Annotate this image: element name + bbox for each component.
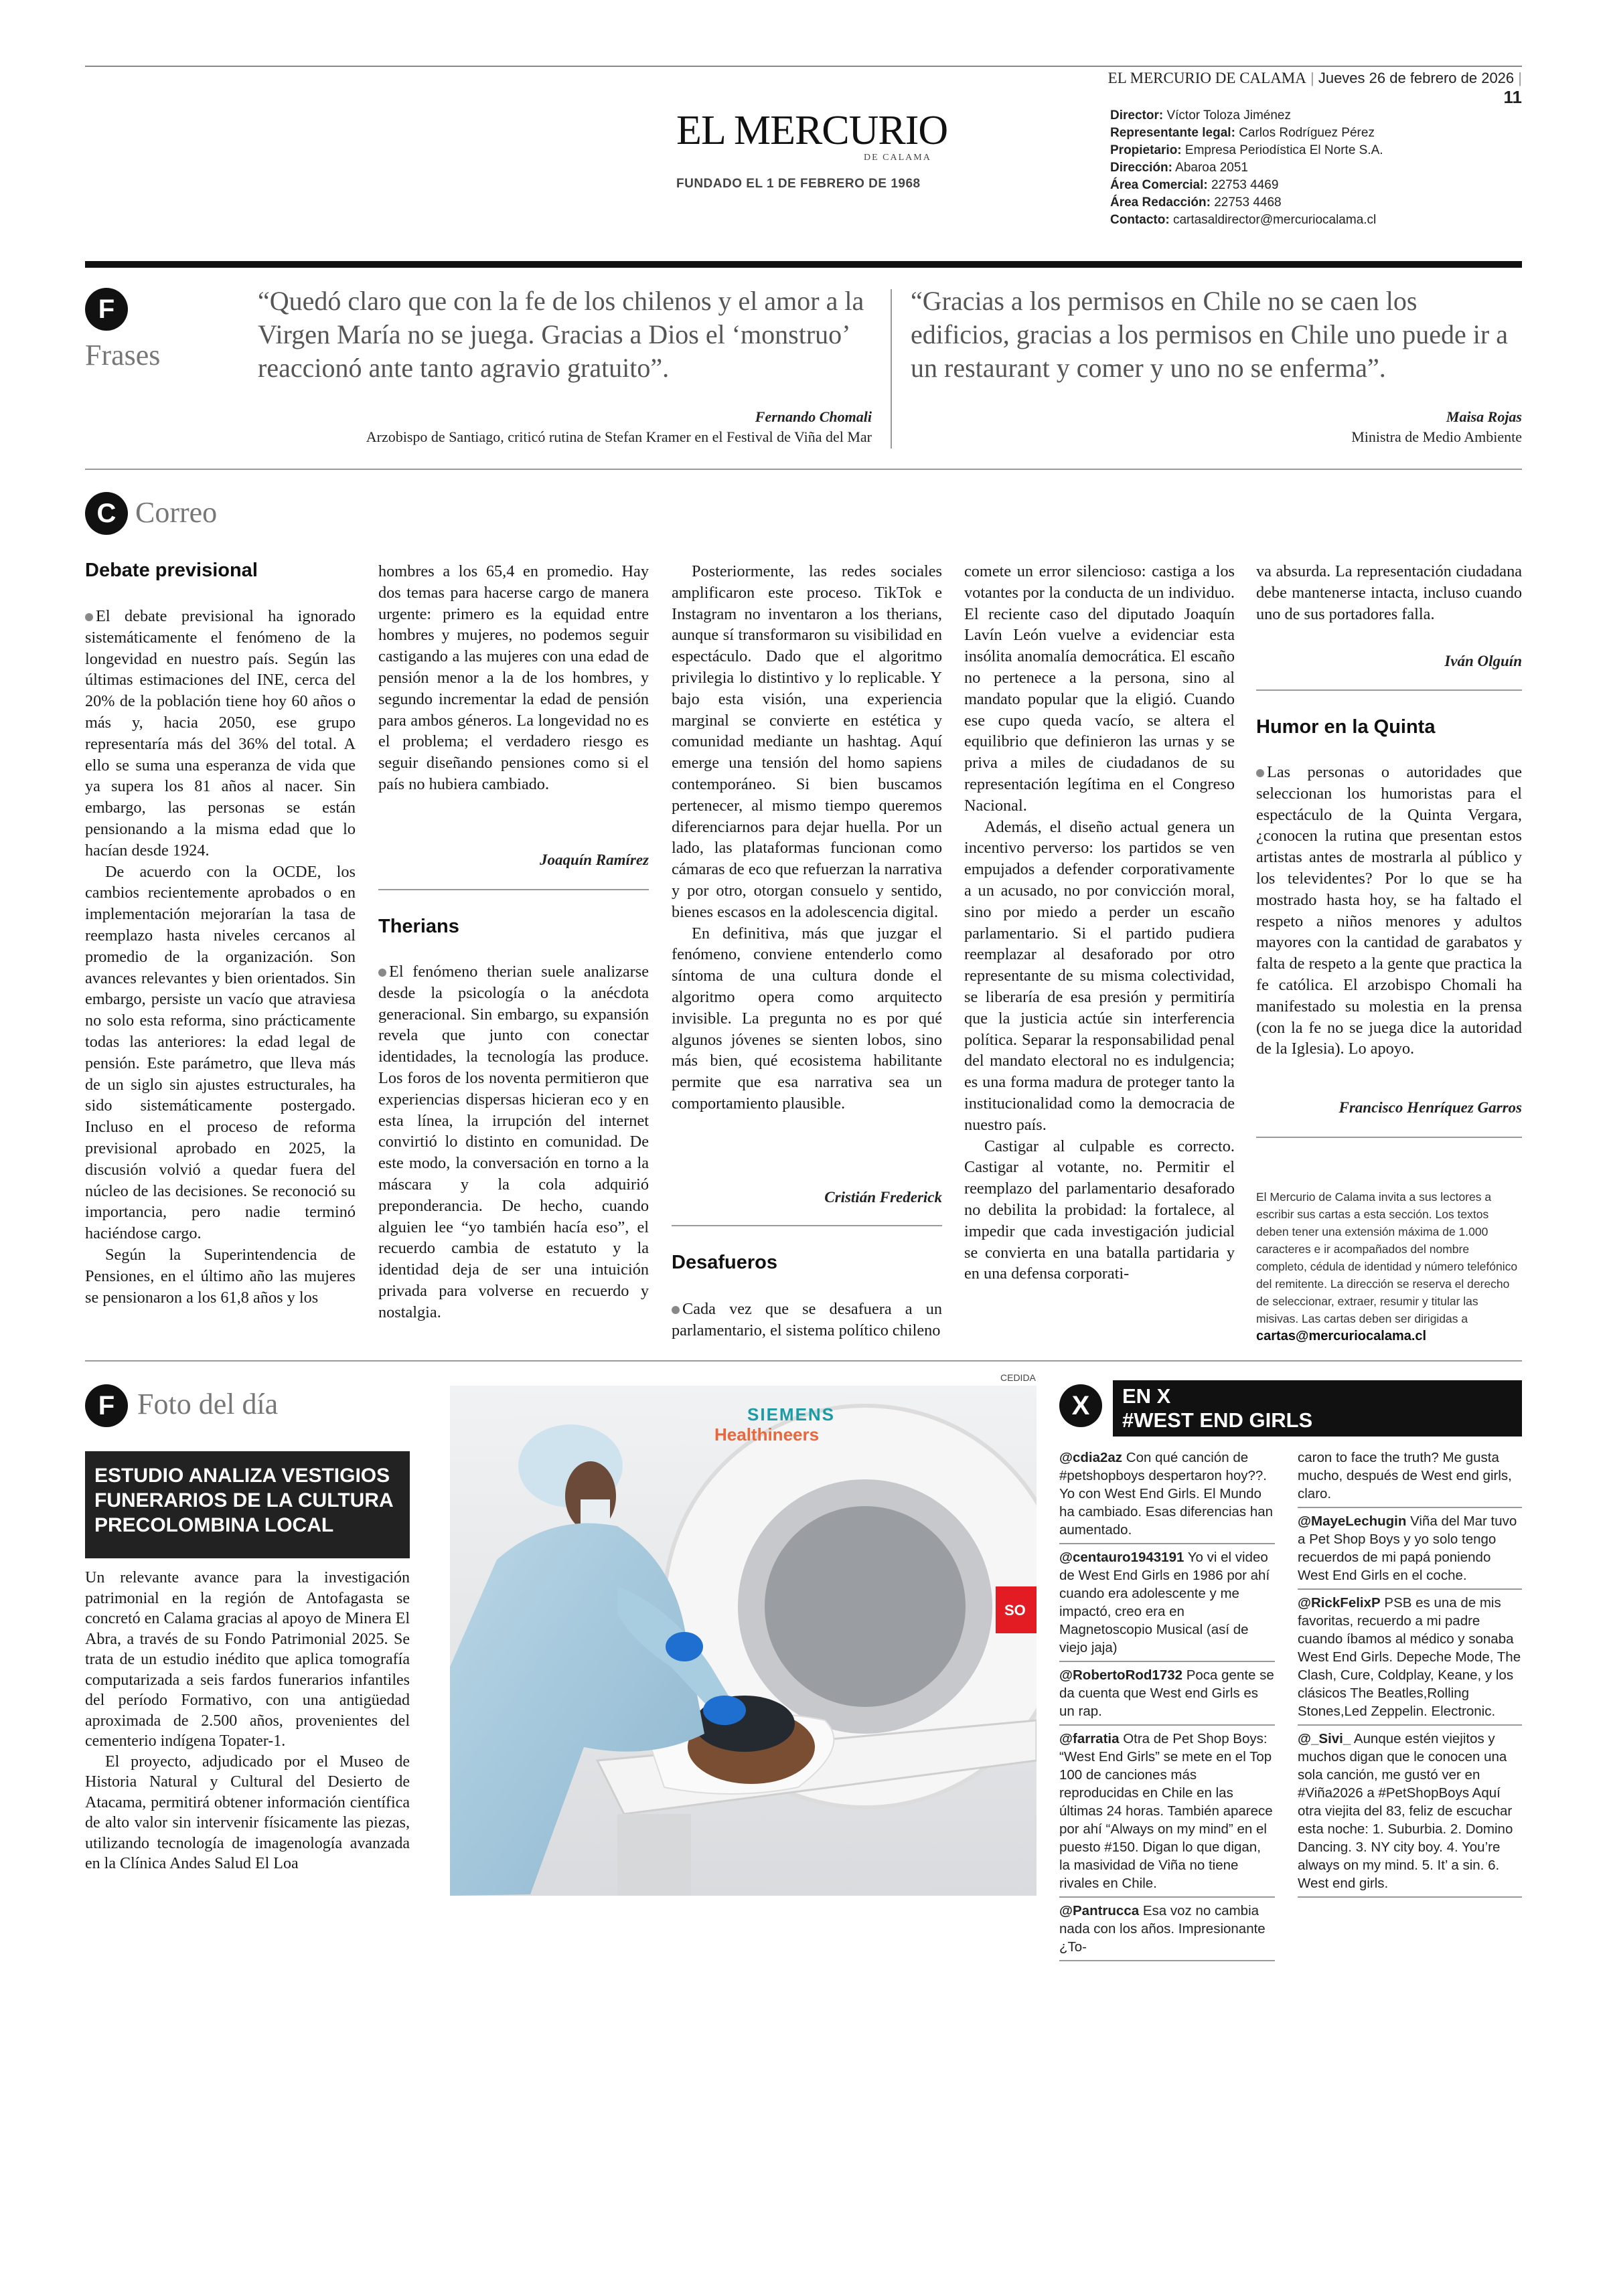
staff-value: 22753 4468 <box>1214 195 1282 210</box>
article-title-debate: Debate previsional <box>85 560 258 581</box>
staff-row <box>1110 159 1383 177</box>
correo-title: Correo <box>135 496 218 529</box>
desafueros-p4: Castigar al culpable es correcto. Castigar al votante, no. Permitir el reemplazo del parlamentario desaforado no debilita la probidad: la fortalece, al impedir que cada investigación judicial se convierta en una batalla partidaria y en una defensa corporati- <box>964 1137 1235 1283</box>
foto-p2: El proyecto, adjudicado por el Museo de Historia Natural y Cultural del Desierto de Atacama, permitirá obtener información científica de alto valor sin intervenir físicamente las piezas, utilizando tecnología de imagenología avanzada en la Clínica Andes Salud El Loa <box>85 1752 410 1872</box>
staff-value: Víctor Toloza Jiménez <box>1166 108 1291 122</box>
tweet <box>1059 1898 1275 1961</box>
staff-label: Director: <box>1110 108 1164 122</box>
bullet-dot <box>672 1306 680 1314</box>
debate-p1: El debate previsional ha ignorado sistemáticamente el fenómeno de la longevidad en nuestro país. Según las últimas estimaciones del INE, cerca del 20% de la población tiene hoy 60 años o más y, hacia 2050, ese grupo representaría más del 36% del total. A ello se suma una esperanza de vida que ya supera los 81 años al nacer. Sin embargo, las personas se están pensionando a la misma edad que lo hacían desde 1924. <box>85 607 356 859</box>
rule-col3 <box>672 1225 942 1226</box>
tweet-text: Viña del Mar tuvo a Pet Shop Boys y yo solo tengo recuerdos de mi papá poniendo West End Girls en el coche. <box>1298 1513 1517 1583</box>
tweet <box>1059 1544 1275 1662</box>
tweet-user[interactable]: @centauro1943191 <box>1059 1550 1184 1565</box>
quote-2-author: Maisa Rojas <box>1446 408 1522 425</box>
signature-desafueros: Iván Olguín <box>1444 653 1522 669</box>
scanner-brand-1: SIEMENS <box>747 1404 836 1424</box>
tweet <box>1059 1445 1275 1544</box>
masthead-logo-sub: DE CALAMA <box>864 153 931 163</box>
tweet-text: Yo vi el video de West End Girls en 1986 por ahí cuando era adolescente y me impactó, creo era en Magnetoscopio Musical (así de viejo jaja) <box>1059 1550 1270 1655</box>
scanner-side-label: SO <box>1004 1602 1026 1619</box>
staff-value[interactable]: cartasaldirector@mercuriocalama.cl <box>1172 213 1377 227</box>
staff-row <box>1110 177 1383 194</box>
article-body-debate-col2 <box>378 561 649 795</box>
staff-label: Dirección: <box>1110 161 1172 175</box>
desafueros-p3: Además, el diseño actual genera un incentivo perverso: los partidos se ven empujados a defender corporativamente a un acusado, no por convicción moral, sino por miedo a perder un escaño parlamentario. Si el partido pudiera reemplazar al desaforado por otro representante de su misma colectividad, se liberaría de esa presión y permitiría que la justicia actúe sin interferencia política. Separar la responsabilidad penal del mandato electoral no es indulgencia; es una forma madura de proteger tanto la institucionalidad como la democracia de nuestro país. <box>964 817 1235 1134</box>
staff-label: Área Comercial: <box>1110 178 1208 192</box>
article-body-debate-col1 <box>85 606 356 1308</box>
staff-value: Abaroa 2051 <box>1175 161 1248 175</box>
staff-label: Propietario: <box>1110 143 1182 157</box>
staff-label: Representante legal: <box>1110 126 1235 140</box>
signature-therians: Cristián Frederick <box>824 1189 942 1206</box>
frases-badge: F <box>85 288 128 331</box>
dateline-paper: EL MERCURIO DE CALAMA <box>1107 70 1306 86</box>
debate-p3: Según la Superintendencia de Pensiones, en el último año las mujeres se pensionaron a los 61,8 años y los <box>85 1245 356 1307</box>
foto-headline: ESTUDIO ANALIZA VESTIGIOS FUNERARIOS DE LA CULTURA PRECOLOMBINA LOCAL <box>85 1451 410 1558</box>
foto-title: Foto del día <box>137 1388 279 1420</box>
article-body-desafueros-col5 <box>1256 561 1522 625</box>
masthead-logo: EL MERCURIO <box>676 108 948 153</box>
article-title-desafueros: Desafueros <box>672 1252 777 1273</box>
staff-value: Carlos Rodríguez Pérez <box>1239 126 1375 140</box>
staff-label: Contacto: <box>1110 213 1170 227</box>
rule-col5-b <box>1256 1137 1522 1138</box>
tweet-text: Aunque estén viejitos y muchos digan que le conocen una sola canción, me gustó ver en #Viña2026 a #PetShopBoys Aquí otra viejita del 83, feliz de escuchar esta noche: 1. Suburbia. 2. Domino Dancing. 3. NY city boy. 4. You’re always on my mind. 5. It’ a sin. 6. West end girls. <box>1298 1731 1513 1891</box>
foto-article-body <box>85 1568 410 1874</box>
tweet-text: caron to face the truth? Me gusta mucho, después de West end girls, claro. <box>1298 1450 1512 1501</box>
ct-scan-illustration <box>450 1386 1037 1896</box>
foto-badge: F <box>85 1384 128 1427</box>
dateline <box>1091 70 1522 108</box>
quote-2-text: “Gracias a los permisos en Chile no se caen los edificios, gracias a los permisos en Chile uno puede ir a un restaurant y comer y uno no se enferma”. <box>911 286 1508 383</box>
article-body-desafueros-col3 <box>672 1299 942 1341</box>
foto-p1: Un relevante avance para la investigación patrimonial en la región de Antofagasta se concretó en Calama gracias al apoyo de Minera El Abra, a través de su Fondo Patrimonial 2025. Se trata de un estudio inédito que aplica tomografía computarizada a seis fardos funerarios infantiles del período Formativo, con una antigüedad aproximada de 2.500 años, provenientes del cementerio indígena Topater-1. <box>85 1569 410 1750</box>
staff-value: Empresa Periodística El Norte S.A. <box>1184 143 1383 157</box>
staff-value: 22753 4469 <box>1211 178 1279 192</box>
letters-policy-text: El Mercurio de Calama invita a sus lectores a escribir sus cartas a esta sección. Los textos deben tener una extensión máxima de 1.000 caracteres e ir acompañados del nombre completo, cédula de identidad y número telefónico del remitente. La dirección se reserva el derecho de seleccionar, extraer, resumir y titular las misivas. Las cartas deben ser dirigidas a <box>1256 1190 1518 1325</box>
article-title-humor: Humor en la Quinta <box>1256 716 1436 738</box>
tweet-user[interactable]: @MayeLechugin <box>1298 1513 1407 1529</box>
tweets-column-1 <box>1059 1445 1275 1961</box>
tweet-user[interactable]: @RobertoRod1732 <box>1059 1667 1183 1683</box>
staff-row <box>1110 194 1383 212</box>
debate-p4: hombres a los 65,4 en promedio. Hay dos temas para hacerse cargo de manera urgente: primero es la equidad entre hombres y mujeres, no podemos seguir castigando a las mujeres con una edad de pensión menor a la de los hombres, y segundo incrementar la edad de pensión para ambos géneros. La longevidad no es el problema; el verdadero riesgo es seguir diseñando pensiones como si el país no hubiera cambiado. <box>378 562 649 793</box>
tweet <box>1059 1662 1275 1726</box>
staff-row <box>1110 125 1383 142</box>
bullet-dot <box>85 613 93 621</box>
signature-humor: Francisco Henríquez Garros <box>1338 1099 1522 1116</box>
bullet-dot <box>378 969 386 977</box>
correo-bottom-rule <box>85 1360 1522 1362</box>
x-header-line1: EN X <box>1122 1384 1171 1408</box>
photo-credit: CEDIDA <box>1000 1372 1036 1383</box>
dateline-sep2: | <box>1518 70 1522 86</box>
tweet-user[interactable]: @_Sivi_ <box>1298 1731 1351 1746</box>
tweet <box>1298 1590 1522 1726</box>
frases-bottom-rule <box>85 469 1522 470</box>
scanner-brand-2: Healthineers <box>714 1424 820 1445</box>
page-number: 11 <box>1503 87 1522 107</box>
tweet <box>1059 1726 1275 1898</box>
staff-row <box>1110 142 1383 159</box>
desafueros-p5: va absurda. La representación ciudadana debe mantenerse intacta, incluso cuando uno de sus portadores falla. <box>1256 562 1522 623</box>
masthead-founded: FUNDADO EL 1 DE FEBRERO DE 1968 <box>676 177 921 191</box>
tweet-text: Esa voz no cambia nada con los años. Impresionante ¿To- <box>1059 1903 1266 1955</box>
header-thick-rule <box>85 261 1522 268</box>
debate-p2: De acuerdo con la OCDE, los cambios recientemente aprobados o en implementación mejorarían la tasa de reemplazo hasta niveles cercanos al promedio de la organización. Son avances relevantes y bien orientados. Sin embargo, persiste un vacío que atraviesa no solo esta reforma, sino prácticamente todas las anteriores: la edad legal de pensión. Este parámetro, que lleva más de un siglo sin ajustes estructurales, ha sido sistemáticamente postergado. Incluso en el proceso de reforma previsional aprobado en 2025, la discusión volvió a quedar fuera del núcleo de las decisiones. Se reconoció su importancia, pero nadie terminó haciéndose cargo. <box>85 862 356 1243</box>
photo-ct-scan <box>450 1386 1037 1896</box>
tweet <box>1298 1445 1522 1508</box>
bullet-dot <box>1256 769 1264 777</box>
dateline-sep: | <box>1310 70 1318 86</box>
tweet-user[interactable]: @farratia <box>1059 1731 1120 1746</box>
rule-col5-a <box>1256 689 1522 691</box>
correo-badge: C <box>85 492 128 535</box>
rule-col2 <box>378 889 649 890</box>
tweet-text: Con qué canción de #petshopboys despertaron hoy??. Yo con West End Girls. El Mundo ha cambiado. Esas diferencias han aumentado. <box>1059 1450 1274 1538</box>
humor-p1: Las personas o autoridades que seleccionan los humoristas para el espectáculo de la Quinta Vergara, ¿conocen la rutina que presentan estos artistas antes de mostrarla al público y los televidentes? Por lo que se ha mostrado hasta hoy, se ha faltado el respeto a niños menores y adultos mayores con la cantidad de garabatos y falta de respeto a la gente que practica la fe católica. El arzobispo Chomali ha manifestado su molestia en la prensa (con la fe no se juega dice la autoridad de la Iglesia). Lo apoyo. <box>1256 763 1522 1058</box>
article-body-humor <box>1256 762 1522 1060</box>
tweet-user[interactable]: @cdia2az <box>1059 1450 1123 1465</box>
desafueros-p1: Cada vez que se desafuera a un parlamentario, el sistema político chileno <box>672 1300 942 1339</box>
article-body-therians-col3 <box>672 561 942 1115</box>
staff-row <box>1110 212 1383 229</box>
tweet-user[interactable]: @RickFelixP <box>1298 1595 1381 1611</box>
top-rule <box>85 66 1522 67</box>
therians-p2: Posteriormente, las redes sociales amplificaron este proceso. TikTok e Instagram no inventaron a los therians, aunque sí transformaron su visibilidad en espectáculo. Dado que el algoritmo privilegia lo distintivo y lo replicable. Y bajo esta visión, una experiencia marginal se convierte en estética y comunidad mediante un hashtag. Aquí emerge una tensión del homo sapiens contemporáneo. Si bien buscamos pertenecer, al mismo tiempo queremos diferenciarnos para dejar huella. Por un lado, las plataformas funcionan como cámaras de eco que refuerzan la narrativa y por otro, otorgan consuelo y sentido, bienes escasos en la adolescencia digital. <box>672 562 942 921</box>
therians-p1: El fenómeno therian suele analizarse desde la psicología o la anécdota generacional. Sin embargo, su expansión revela que junto con conectar identidades, la tecnología las produce. Los foros de los noventa permitieron que experiencias dispersas hicieran eco y en esta línea, la irrupción del internet convirtió lo distinto en comunidad. De este modo, la conversación en torno a la máscara y la cola adquirió preponderancia. De hecho, cuando alguien lee “yo también hacía eso”, el recuerdo cambia de estatuto y la identidad deja de ser una intuición privada para volverse en recuerdo y nostalgia. <box>378 963 649 1321</box>
article-title-therians: Therians <box>378 916 459 937</box>
quote-1-text: “Quedó claro que con la fe de los chilenos y el amor a la Virgen María no se juega. Gracias a Dios el ‘monstruo’ reaccionó ante tanto agravio gratuito”. <box>258 286 864 383</box>
signature-debate: Joaquín Ramírez <box>540 851 649 868</box>
tweet-text: Otra de Pet Shop Boys: “West End Girls” se mete en el Top 100 de canciones más reproducidas en Chile en las últimas 24 horas. También aparece por ahí “Always on my mind” en el puesto #150. Digan lo que digan, la masividad de Viña no tiene rivales en Chile. <box>1059 1731 1273 1891</box>
tweet <box>1298 1508 1522 1590</box>
tweet-text: PSB es una de mis favoritas, recuerdo a mi padre cuando íbamos al médico y sonaba West End Girls. Depeche Mode, The Clash, Cure, Coldplay, Keane, y los clásicos The Beatles,Rolling Stones,Led Zeppelin. Electronic. <box>1298 1595 1521 1719</box>
frases-title: Frases <box>85 339 161 372</box>
article-body-therians-col2 <box>378 961 649 1323</box>
quote-2-role: Ministra de Medio Ambiente <box>1351 428 1522 445</box>
therians-p3: En definitiva, más que juzgar el fenómeno, conviene entenderlo como síntoma de una cultura donde el algoritmo opera como arquitecto invisible. La pregunta no es por qué algunos jóvenes se sienten lobos, sino más bien, qué ecosistema habilitante permite que esa narrativa sea un comportamiento plausible. <box>672 924 942 1113</box>
quote-1-author: Fernando Chomali <box>755 408 872 425</box>
staff-box <box>1110 107 1383 229</box>
dateline-date: Jueves 26 de febrero de 2026 <box>1318 70 1515 86</box>
tweet-user[interactable]: @Pantrucca <box>1059 1903 1140 1918</box>
staff-row <box>1110 107 1383 125</box>
tweet-text: Poca gente se da cuenta que West end Girls es un rap. <box>1059 1667 1274 1719</box>
letters-policy-note <box>1256 1188 1522 1345</box>
x-header-line2: #WEST END GIRLS <box>1122 1408 1313 1432</box>
letters-email-link[interactable]: cartas@mercuriocalama.cl <box>1256 1329 1427 1343</box>
frases-divider <box>891 289 892 448</box>
desafueros-p2: comete un error silencioso: castiga a los votantes por la conducta de un individuo. El reciente caso del diputado Joaquín Lavín León vuelve a evidenciar esta insólita anomalía democrática. El escaño no pertenece a la persona, sino al mandato popular que la eligió. Cuando ese cupo queda vacío, se altera el equilibrio que definieron las urnas y se priva a miles de ciudadanos de su representación legítima en el Congreso Nacional. <box>964 562 1235 815</box>
staff-label: Área Redacción: <box>1110 195 1211 210</box>
article-body-desafueros-col4 <box>964 561 1235 1285</box>
x-header <box>1113 1380 1522 1437</box>
tweets-column-2 <box>1298 1445 1522 1898</box>
tweet <box>1298 1726 1522 1898</box>
quote-1-role: Arzobispo de Santiago, criticó rutina de Stefan Kramer en el Festival de Viña del Mar <box>366 428 872 445</box>
x-badge: X <box>1059 1384 1102 1427</box>
